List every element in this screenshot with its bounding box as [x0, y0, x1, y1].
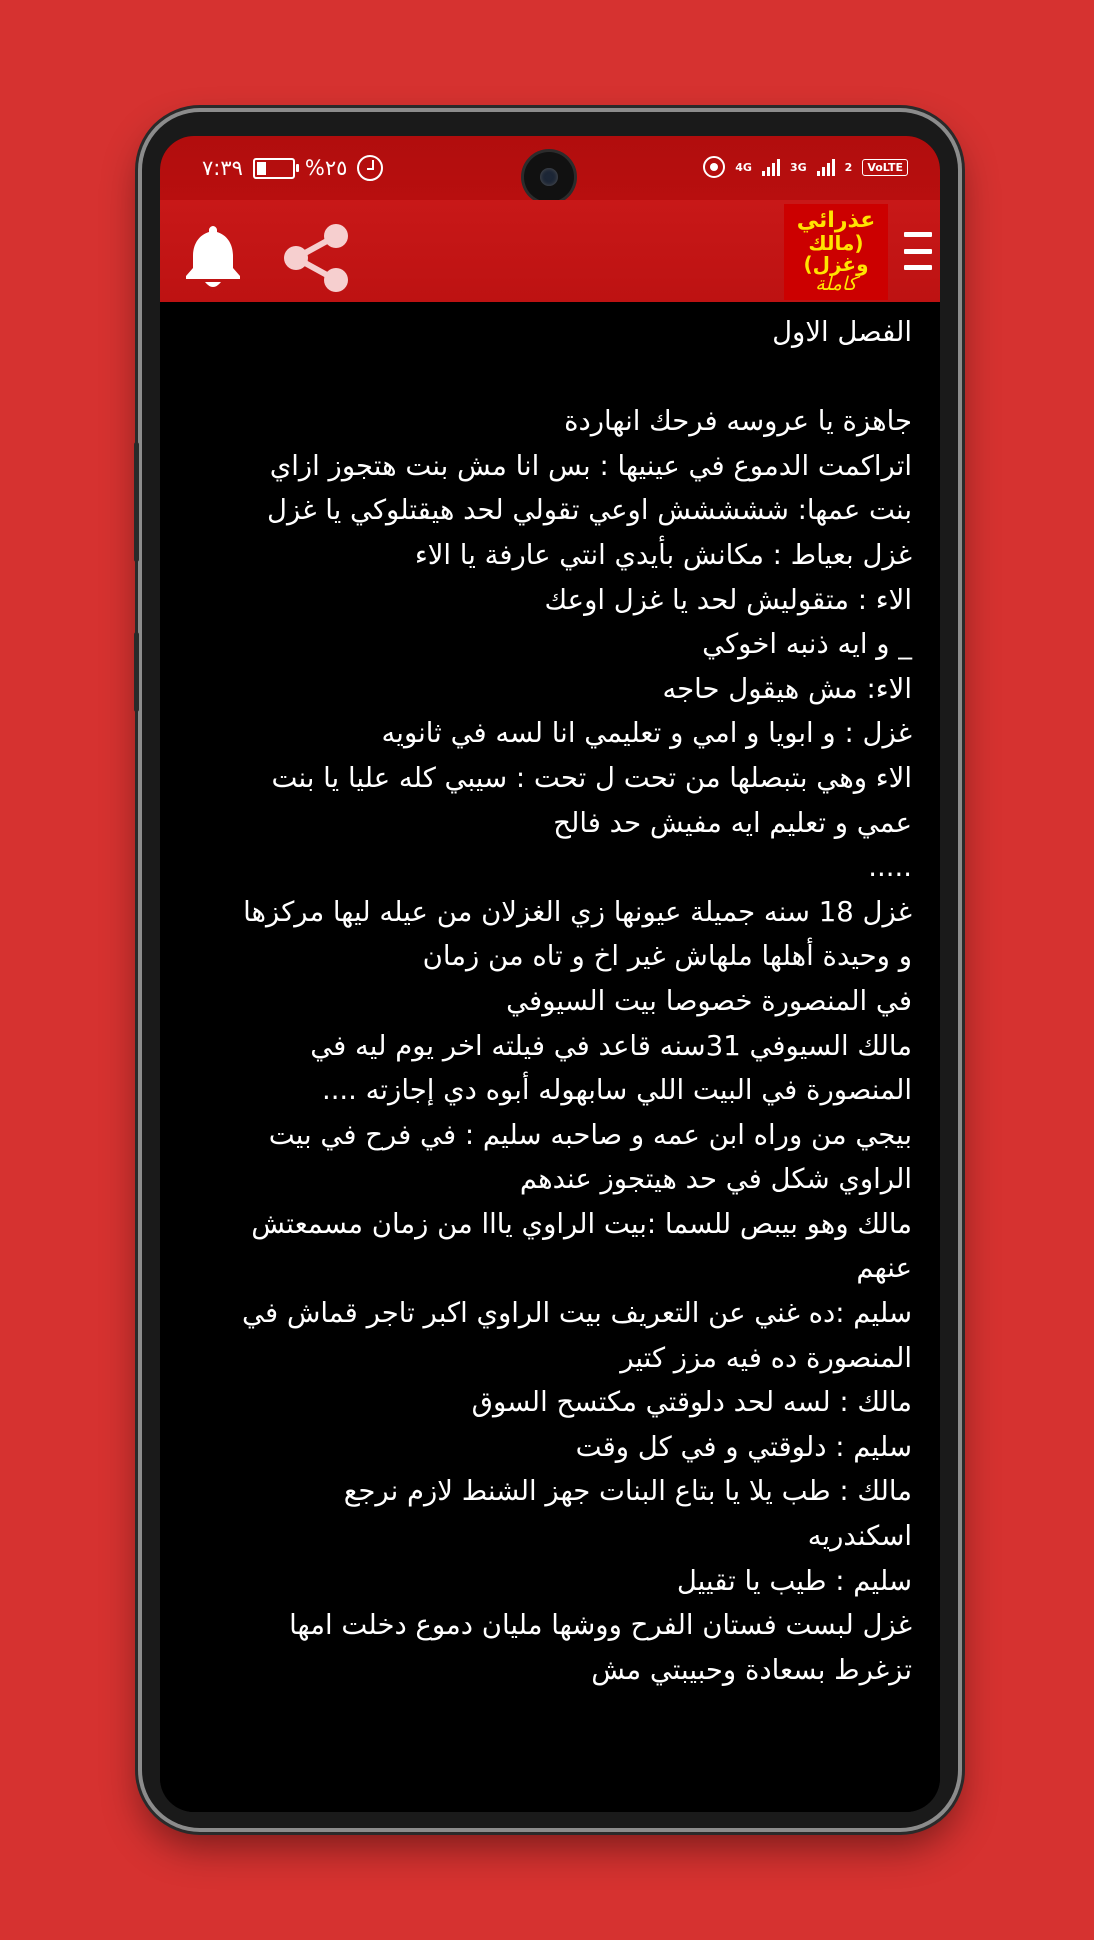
story-line: مالك السيوفي 31سنه قاعد في فيلته اخر يوم ليه في: [310, 1029, 912, 1062]
story-line: المنصورة في البيت اللي سابهوله أبوه دي إجازته ....: [321, 1074, 912, 1107]
story-line: سليم : دلوقتي و في كل وقت: [575, 1430, 912, 1463]
story-line: عمي و تعليم ايه مفيش حد فالح: [553, 806, 912, 839]
story-line: غزل : و ابويا و امي و تعليمي انا لسه في ثانويه: [381, 717, 912, 750]
front-camera: [524, 152, 574, 202]
clock: ٧:٣٩: [202, 156, 243, 180]
data-saver-icon: [357, 155, 383, 181]
status-left: [202, 154, 383, 182]
story-line: الاء : متقوليش لحد يا غزل اوعك: [544, 583, 912, 616]
logo-line-3: كاملة: [815, 272, 857, 295]
battery-percent: %٢٥: [304, 156, 348, 180]
logo-line-2: (مالك وغزل): [803, 230, 869, 276]
network-type-2: 3G: [789, 160, 807, 174]
bell-icon[interactable]: [182, 222, 244, 288]
network-type-1: 4G: [735, 160, 752, 174]
story-line: مالك : طب يلا يا بتاع البنات جهز الشنط لازم نرجع: [343, 1475, 912, 1508]
story-line: عنهم: [856, 1252, 912, 1285]
story-line: مالك وهو بيبص للسما :بيت الراوي يااا من زمان مسمعتش: [251, 1207, 912, 1240]
status-bar: [160, 136, 940, 200]
story-line: .....: [868, 851, 912, 884]
share-icon[interactable]: [278, 222, 354, 294]
story-line: بيجي من وراه ابن عمه و صاحبه سليم : في فرح في بيت: [268, 1118, 912, 1151]
chapter-title: الفصل الاول: [772, 316, 912, 348]
story-content[interactable]: [160, 302, 940, 1812]
signal-icon: [762, 158, 780, 176]
story-line: اسكندريه: [807, 1520, 912, 1553]
hotspot-icon: [703, 156, 725, 178]
story-line: _ و ايه ذنبه اخوكي: [702, 628, 912, 661]
story-line: المنصورة ده فيه مزز كتير: [620, 1341, 912, 1374]
story-line: جاهزة يا عروسه فرحك انهاردة: [564, 405, 912, 438]
story-line: في المنصورة خصوصا بيت السيوفي: [506, 984, 912, 1017]
battery-icon: [253, 158, 295, 179]
story-line: غزل 18 سنه جميلة عيونها زي الغزلان من عيله ليها مركزها: [243, 895, 912, 928]
sim-slot: 2: [844, 160, 853, 174]
story-line: تزغرط بسعادة وحبيبتي مش: [591, 1653, 912, 1686]
blank-line: [160, 355, 940, 400]
story-line: الاء وهي بتبصلها من تحت ل تحت : سيبي كله عليا يا بنت: [271, 761, 912, 794]
signal-icon-2: [817, 158, 835, 176]
phone-screen: [160, 136, 940, 1812]
status-right: [703, 152, 908, 182]
story-line: و وحيدة أهلها ملهاش غير اخ و تاه من زمان: [422, 940, 912, 973]
story-lines: [160, 399, 940, 1692]
app-toolbar: [160, 200, 940, 302]
volte-badge: VoLTE: [862, 159, 908, 176]
story-line: سليم :ده غني عن التعريف بيت الراوي اكبر تاجر قماش في: [242, 1297, 912, 1330]
story-line: الراوي شكل في حد هيتجوز عندهم: [519, 1163, 912, 1196]
story-line: بنت عمها: ششششش اوعي تقولي لحد هيقتلوكي يا غزل: [266, 494, 912, 527]
story-line: اتراكمت الدموع في عينيها : بس انا مش بنت هتجوز ازاي: [269, 449, 912, 482]
power-button: [134, 632, 139, 712]
volume-button: [134, 442, 139, 562]
story-line: الاء: مش هيقول حاجه: [662, 672, 912, 705]
menu-icon[interactable]: [904, 232, 932, 270]
story-line: سليم : طيب يا تقييل: [676, 1564, 912, 1597]
app-logo: [784, 204, 888, 300]
story-line: غزل بعياط : مكانش بأيدي انتي عارفة يا الاء: [414, 538, 912, 571]
battery-fill: [257, 162, 266, 175]
story-line: غزل لبست فستان الفرح ووشها مليان دموع دخلت امها: [289, 1609, 912, 1642]
story-line: مالك : لسه لحد دلوقتي مكتسح السوق: [471, 1386, 912, 1419]
logo-line-1: عذرائي: [796, 208, 876, 234]
